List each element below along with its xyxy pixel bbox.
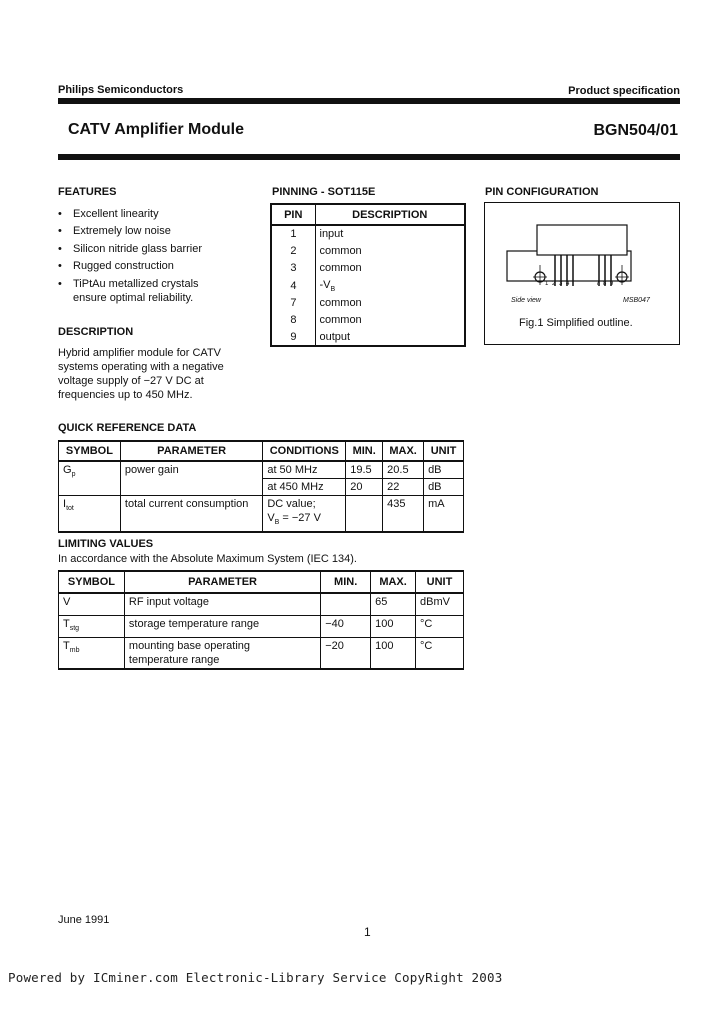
unit-cell: mA <box>424 496 464 533</box>
side-view-label: Side view <box>511 297 541 304</box>
parameter-cell: power gain <box>120 461 262 496</box>
column-header: SYMBOL <box>59 441 121 461</box>
column-header: UNIT <box>416 571 464 593</box>
max-cell: 20.5 <box>383 461 424 479</box>
column-header: MAX. <box>383 441 424 461</box>
table-row <box>271 329 465 346</box>
column-header: PARAMETER <box>120 441 262 461</box>
table-row <box>271 242 465 259</box>
document-type: Product specification <box>568 85 680 97</box>
parameter-cell: storage temperature range <box>124 616 320 638</box>
company-name: Philips Semiconductors <box>58 84 184 96</box>
pin-configuration-heading: PIN CONFIGURATION <box>485 186 599 198</box>
symbol-cell: $T_{mb}$ <box>59 638 125 670</box>
min-cell <box>346 496 383 533</box>
page-title: CATV Amplifier Module <box>68 121 244 138</box>
pin-number: 4 <box>271 277 315 294</box>
feature-item: • Rugged construction <box>58 258 258 275</box>
pin-number: 8 <box>271 311 315 328</box>
header-rule <box>58 98 680 104</box>
max-cell: 22 <box>383 479 424 496</box>
quick-reference-table <box>58 440 464 533</box>
symbol-cell: V <box>59 593 125 616</box>
description-heading: DESCRIPTION <box>58 326 134 338</box>
min-cell: −40 <box>321 616 371 638</box>
feature-item-continued: ensure optimal reliability. <box>73 292 194 305</box>
max-cell: 65 <box>371 593 416 616</box>
pin-labels-left: 1 2 3 4 <box>545 281 571 287</box>
description-line: voltage supply of −27 V DC at <box>58 375 204 387</box>
pin-number: 9 <box>271 329 315 346</box>
title-rule <box>58 154 680 160</box>
pin-description: common <box>315 242 465 259</box>
max-cell: 100 <box>371 616 416 638</box>
pin-description: common <box>315 311 465 328</box>
feature-item: • Excellent linearity <box>58 206 258 223</box>
max-cell: 435 <box>383 496 424 533</box>
min-cell <box>321 593 371 616</box>
conditions-cell: at 450 MHz <box>263 479 346 496</box>
column-header: PARAMETER <box>124 571 320 593</box>
pinning-heading: PINNING - SOT115E <box>272 186 376 198</box>
pin-column-header: PIN <box>271 204 315 225</box>
column-header: MIN. <box>346 441 383 461</box>
column-header: CONDITIONS <box>263 441 346 461</box>
description-line: frequencies up to 450 MHz. <box>58 389 193 401</box>
table-row <box>271 260 465 277</box>
pin-description: input <box>315 225 465 242</box>
drawing-code: MSB047 <box>623 297 650 304</box>
pin-description: common <box>315 294 465 311</box>
feature-item: • Extremely low noise <box>58 223 258 240</box>
page-number: 1 <box>364 925 371 939</box>
parameter-cell: mounting base operating temperature range <box>124 638 320 670</box>
table-row <box>59 638 464 670</box>
pin-description: common <box>315 260 465 277</box>
pin-number: 2 <box>271 242 315 259</box>
limiting-values-subheading: In accordance with the Absolute Maximum System (IEC 134). <box>58 553 357 565</box>
powered-by-notice: Powered by ICminer.com Electronic-Library Service CopyRight 2003 <box>8 970 503 985</box>
table-row <box>271 294 465 311</box>
unit-cell: dB <box>424 461 464 479</box>
table-row <box>271 277 465 294</box>
features-heading: FEATURES <box>58 186 117 198</box>
table-row <box>59 593 464 616</box>
footer-date: June 1991 <box>58 914 110 926</box>
description-line: systems operating with a negative <box>58 361 224 373</box>
column-header: UNIT <box>424 441 464 461</box>
description-line: Hybrid amplifier module for CATV <box>58 347 222 359</box>
table-row <box>59 461 464 479</box>
limiting-values-heading: LIMITING VALUES <box>58 538 154 550</box>
min-cell: 20 <box>346 479 383 496</box>
parameter-cell: total current consumption <box>120 496 262 533</box>
column-header: MAX. <box>371 571 416 593</box>
pin-number: 3 <box>271 260 315 277</box>
description-column-header: DESCRIPTION <box>315 204 465 225</box>
part-number: BGN504/01 <box>593 122 678 139</box>
description-text <box>58 346 248 402</box>
features-list <box>58 206 258 305</box>
table-row <box>271 311 465 328</box>
table-row <box>59 496 464 533</box>
unit-cell: dB <box>424 479 464 496</box>
column-header: MIN. <box>321 571 371 593</box>
feature-item: • TiPtAu metallized crystals ensure optimal reliability. <box>58 277 258 305</box>
min-cell: 19.5 <box>346 461 383 479</box>
column-header: SYMBOL <box>59 571 125 593</box>
unit-cell: dBmV <box>416 593 464 616</box>
pin-labels-right: 7 8 9 <box>596 281 615 287</box>
quick-reference-heading: QUICK REFERENCE DATA <box>58 422 197 434</box>
max-cell: 100 <box>371 638 416 670</box>
pin-configuration-figure <box>484 202 680 345</box>
pin-number: 7 <box>271 294 315 311</box>
pinning-table <box>270 203 466 347</box>
pin-description: $-V_B$ <box>315 277 465 294</box>
unit-cell: °C <box>416 638 464 670</box>
feature-item: • Silicon nitride glass barrier <box>58 241 258 258</box>
pin-description: output <box>315 329 465 346</box>
min-cell: −20 <box>321 638 371 670</box>
conditions-cell: DC value; $V_B = -27$ V <box>263 496 346 533</box>
limiting-values-table <box>58 570 464 670</box>
figure-caption: Fig.1 Simplified outline. <box>519 317 633 329</box>
symbol-cell: $T_{stg}$ <box>59 616 125 638</box>
pin-number: 1 <box>271 225 315 242</box>
table-row <box>271 225 465 242</box>
unit-cell: °C <box>416 616 464 638</box>
conditions-cell: at 50 MHz <box>263 461 346 479</box>
symbol-cell: $G_p$ <box>59 461 121 496</box>
table-row <box>59 616 464 638</box>
symbol-cell: $I_{tot}$ <box>59 496 121 533</box>
parameter-cell: RF input voltage <box>124 593 320 616</box>
